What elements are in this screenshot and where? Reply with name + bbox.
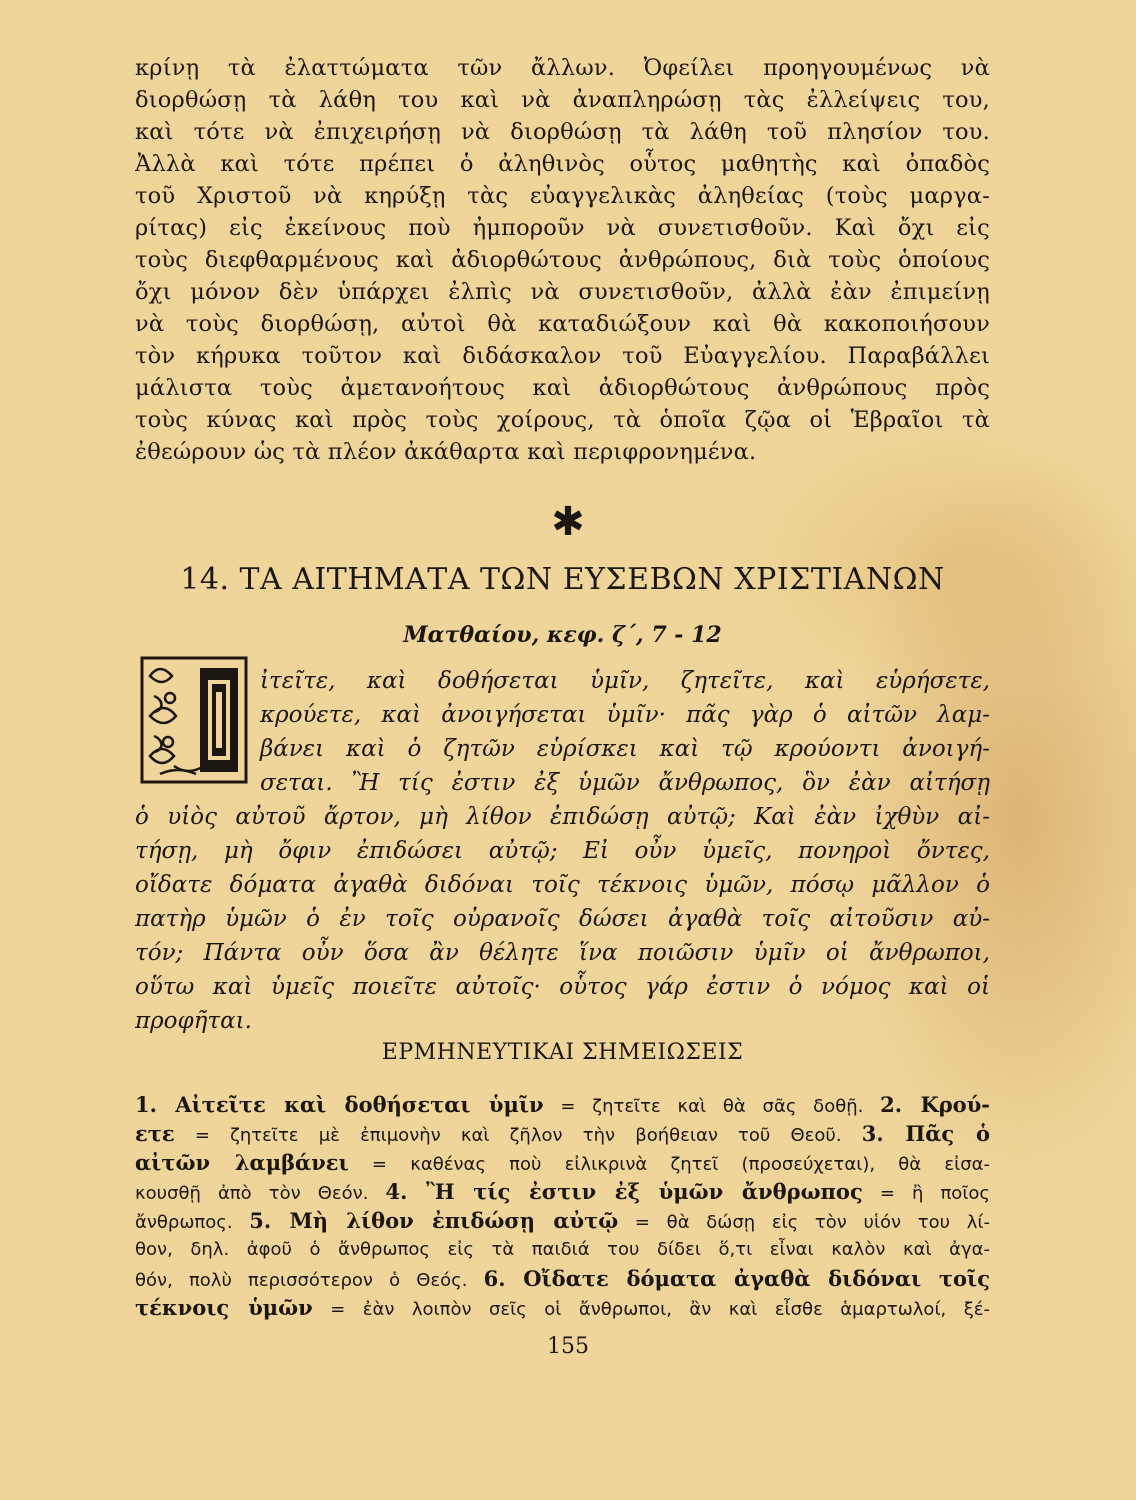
note-term: τέκνοις ὑμῶν (135, 1295, 313, 1320)
verse-line: κρούετε, καὶ ἀνοιγήσεται ὑμῖν· πᾶς γὰρ ὁ αἰτῶν λαμ- (260, 702, 990, 728)
note-line (135, 1235, 990, 1264)
text-line: νὰ τοὺς διορθώσῃ, αὐτοὶ θὰ καταδιώξουν καὶ θὰ κακοποιήσουν (135, 311, 990, 337)
text-line: ἐθεώρουν ὡς τὰ πλέον ἀκάθαρτα καὶ περιφρονημένα. (135, 439, 757, 465)
note-line (135, 1177, 990, 1206)
note-text: κουσθῇ ἀπὸ τὸν Θεόν. (135, 1183, 386, 1204)
note-text: = ζητεῖτε μὲ ἐπιμονὴν καὶ ζῆλον τὴν βοήθειαν τοῦ Θεοῦ. (174, 1125, 862, 1146)
verse-line: οἴδατε δόματα ἀγαθὰ διδόναι τοῖς τέκνοις ὑμῶν, πόσῳ μᾶλλον ὁ (135, 872, 990, 898)
verse-line: βάνει καὶ ὁ ζητῶν εὑρίσκει καὶ τῷ κρούοντι ἀνοιγή- (260, 736, 990, 762)
text-line: τοὺς διεφθαρμένους καὶ ἀδιορθώτους ἀνθρώπους, διὰ τοὺς ὁποίους (135, 247, 990, 273)
text-line: κρίνῃ τὰ ἐλαττώματα τῶν ἄλλων. Ὀφείλει προηγουμένως νὰ (135, 55, 990, 81)
note-line (135, 1090, 990, 1119)
scripture-verse (135, 664, 990, 1038)
text-line: καὶ τότε νὰ ἐπιχειρήσῃ νὰ διορθώσῃ τὰ λάθη τοῦ πλησίον του. (135, 119, 990, 145)
note-text: θον, δηλ. ἀφοῦ ὁ ἄνθρωπος εἰς τὰ παιδιά του δίδει ὅ,τι εἶναι καλὸν καὶ ἀγα- (135, 1239, 990, 1260)
text-line: μάλιστα τοὺς ἀμετανοήτους καὶ ἀδιορθώτους ἀνθρώπους πρὸς (135, 375, 990, 401)
note-term: 3. Πᾶς ὁ (861, 1121, 990, 1146)
note-line (135, 1119, 990, 1148)
text-line: τὸν κήρυκα τοῦτον καὶ διδάσκαλον τοῦ Εὐαγγελίου. Παραβάλλει (135, 343, 990, 369)
verse-line: ἰτεῖτε, καὶ δοθήσεται ὑμῖν, ζητεῖτε, καὶ εὑρήσετε, (260, 668, 990, 694)
note-line (135, 1293, 990, 1322)
note-term: 6. Οἴδατε δόματα ἀγαθὰ διδόναι τοῖς (483, 1266, 990, 1291)
note-term: αἰτῶν λαμβάνει (135, 1150, 349, 1175)
note-term: 1. Αἰτεῖτε καὶ δοθήσεται ὑμῖν (135, 1092, 544, 1117)
page-number: 155 (547, 1334, 589, 1359)
intro-paragraph (135, 52, 990, 468)
note-line (135, 1148, 990, 1177)
note-term: ετε (135, 1121, 175, 1146)
note-text: ἄνθρωπος. (135, 1212, 250, 1233)
section-heading: 14. ΤΑ ΑΙΤΗΜΑΤΑ ΤΩΝ ΕΥΣΕΒΩΝ ΧΡΙΣΤΙΑΝΩΝ (180, 562, 945, 597)
note-text: = ζητεῖτε καὶ θὰ σᾶς δοθῇ. (543, 1096, 881, 1117)
note-text: θόν, πολὺ περισσότερον ὁ Θεός. (135, 1270, 484, 1291)
note-text: = καθένας ποὺ εἰλικρινὰ ζητεῖ (προσεύχεται), θὰ εἰσα- (348, 1154, 990, 1175)
note-term: 4. Ἢ τίς ἐστιν ἐξ ὑμῶν ἄνθρωπος (385, 1179, 863, 1204)
note-term: 5. Μὴ λίθον ἐπιδώσῃ αὐτῷ (249, 1208, 619, 1233)
text-line: τοὺς κύνας καὶ πρὸς τοὺς χοίρους, τὰ ὁποῖα ζῷα οἱ Ἑβραῖοι τὰ (135, 407, 990, 433)
interpretive-notes (135, 1090, 990, 1322)
verse-line: τόν; Πάντα οὖν ὅσα ἂν θέλητε ἵνα ποιῶσιν ὑμῖν οἱ ἄνθρωποι, (135, 940, 990, 966)
scripture-reference: Ματθαίου, κεφ. ζ΄, 7 - 12 (403, 622, 722, 648)
text-line: Ἀλλὰ καὶ τότε πρέπει ὁ ἀληθινὸς οὗτος μαθητὴς καὶ ὀπαδὸς (135, 151, 990, 177)
note-line (135, 1206, 990, 1235)
note-text: = ἐὰν λοιπὸν σεῖς οἱ ἄνθρωποι, ἂν καὶ εἶσθε ἁμαρτωλοί, ξέ- (312, 1299, 990, 1320)
verse-line: οὕτω καὶ ὑμεῖς ποιεῖτε αὐτοῖς· οὗτος γάρ ἐστιν ὁ νόμος καὶ οἱ (135, 974, 990, 1000)
text-line: ρίτας) εἰς ἐκείνους ποὺ ἠμποροῦν νὰ συνετισθοῦν. Καὶ ὄχι εἰς (135, 215, 990, 241)
note-term: 2. Κρού- (880, 1092, 990, 1117)
verse-line: σεται. Ἢ τίς ἐστιν ἐξ ὑμῶν ἄνθρωπος, ὃν ἐὰν αἰτήσῃ (260, 770, 990, 796)
verse-line: ὁ υἱὸς αὐτοῦ ἄρτον, μὴ λίθον ἐπιδώσῃ αὐτῷ; Καὶ ἐὰν ἰχθὺν αἰ- (135, 804, 990, 830)
verse-line: πατὴρ ὑμῶν ὁ ἐν τοῖς οὐρανοῖς δώσει ἀγαθὰ τοῖς αἰτοῦσιν αὐ- (135, 906, 990, 932)
asterisk-ornament: ✱ (551, 499, 585, 545)
note-line (135, 1264, 990, 1293)
verse-line: τήσῃ, μὴ ὄφιν ἐπιδώσει αὐτῷ; Εἰ οὖν ὑμεῖς, πονηροὶ ὄντες, (135, 838, 990, 864)
text-line: ὄχι μόνον δὲν ὑπάρχει ἐλπὶς νὰ συνετισθοῦν, ἀλλὰ ἐὰν ἐπιμείνῃ (135, 279, 990, 305)
note-text: = ἢ ποῖος (862, 1183, 990, 1204)
note-text: = θὰ δώσῃ εἰς τὸν υἱόν του λί- (618, 1212, 990, 1233)
notes-title: ΕΡΜΗΝΕΥΤΙΚΑΙ ΣΗΜΕΙΩΣΕΙΣ (381, 1040, 744, 1065)
verse-line: προφῆται. (135, 1008, 252, 1034)
text-line: τοῦ Χριστοῦ νὰ κηρύξῃ τὰς εὐαγγελικὰς ἀληθείας (τοὺς μαργα- (135, 183, 990, 209)
text-line: διορθώσῃ τὰ λάθη του καὶ νὰ ἀναπληρώσῃ τὰς ἐλλείψεις του, (135, 87, 990, 113)
